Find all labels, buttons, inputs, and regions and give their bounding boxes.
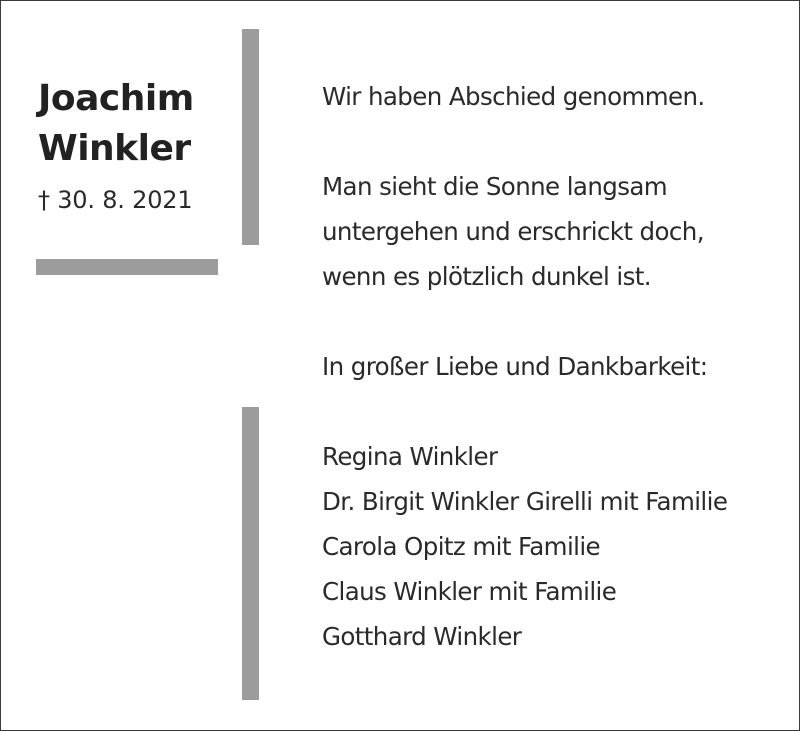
mourner-name: Claus Winkler mit Familie — [322, 577, 617, 606]
mourner-name: Regina Winkler — [322, 442, 498, 471]
cross-bar-vertical-top — [242, 29, 259, 245]
gratitude-text — [322, 344, 707, 389]
farewell-line: Wir haben Abschied genommen. — [322, 82, 705, 111]
farewell-text — [322, 74, 705, 119]
deceased-first-name: Joachim — [38, 78, 194, 119]
mourners-list — [322, 434, 727, 659]
gratitude-line: In großer Liebe und Dankbarkeit: — [322, 352, 708, 381]
quote-line: untergehen und erschrickt doch, — [322, 217, 704, 246]
cross-bar-horizontal — [36, 259, 218, 275]
mourner-name: Dr. Birgit Winkler Girelli mit Familie — [322, 487, 728, 516]
quote-line: wenn es plötzlich dunkel ist. — [322, 262, 651, 291]
mourner-name: Carola Opitz mit Familie — [322, 532, 601, 561]
cross-bar-vertical-bottom — [242, 407, 259, 700]
quote-line: Man sieht die Sonne langsam — [322, 172, 668, 201]
quote-block — [322, 164, 704, 299]
mourner-name: Gotthard Winkler — [322, 622, 522, 651]
deceased-last-name: Winkler — [38, 128, 191, 169]
death-date: † 30. 8. 2021 — [38, 186, 193, 214]
